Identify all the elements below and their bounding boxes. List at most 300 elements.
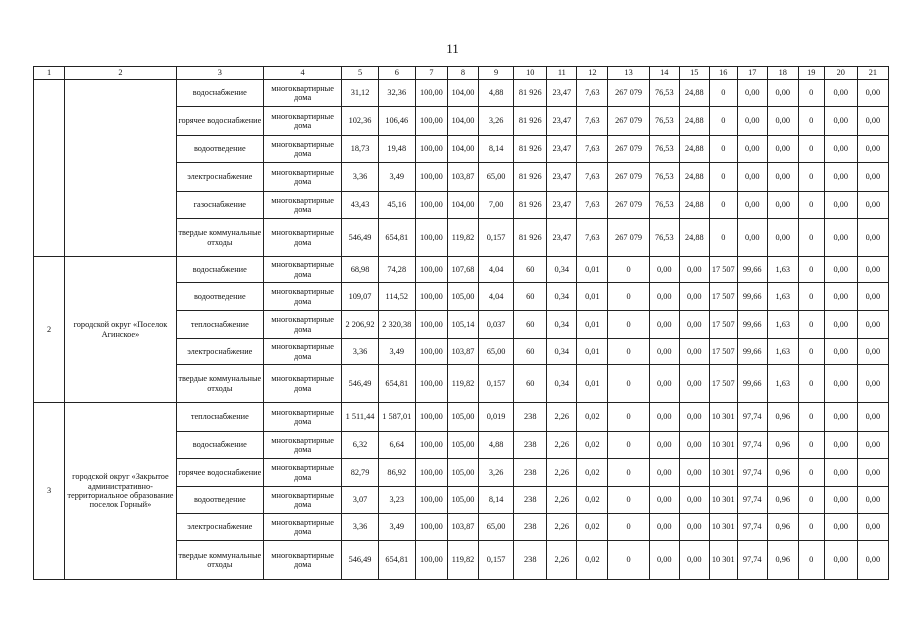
value-cell: 0,00 — [824, 80, 857, 107]
value-cell: 60 — [514, 257, 547, 283]
table-row — [34, 403, 889, 432]
housing-type: многоквартирные дома — [263, 403, 342, 432]
column-number-cell: 4 — [263, 67, 342, 80]
value-cell: 1,63 — [767, 365, 798, 403]
value-cell: 654,81 — [378, 365, 415, 403]
value-cell: 23,47 — [547, 219, 577, 257]
value-cell: 99,66 — [737, 311, 767, 339]
value-cell: 0,00 — [824, 487, 857, 514]
utility-service: водоснабжение — [176, 432, 263, 459]
value-cell: 0,00 — [679, 487, 709, 514]
value-cell: 0,019 — [479, 403, 514, 432]
value-cell: 0,00 — [824, 432, 857, 459]
value-cell: 546,49 — [342, 541, 378, 580]
value-cell: 105,00 — [447, 459, 478, 487]
value-cell: 238 — [514, 541, 547, 580]
utility-service: твердые коммунальные отходы — [176, 365, 263, 403]
value-cell: 60 — [514, 311, 547, 339]
value-cell: 0 — [608, 459, 649, 487]
value-cell: 0,00 — [824, 541, 857, 580]
column-number-cell: 11 — [547, 67, 577, 80]
value-cell: 0 — [798, 432, 824, 459]
value-cell: 103,87 — [447, 163, 478, 192]
value-cell: 0 — [608, 432, 649, 459]
value-cell: 0,00 — [649, 459, 679, 487]
value-cell: 4,04 — [479, 257, 514, 283]
value-cell: 7,63 — [577, 136, 608, 163]
value-cell: 105,00 — [447, 403, 478, 432]
value-cell: 105,00 — [447, 432, 478, 459]
value-cell: 0,00 — [767, 107, 798, 136]
value-cell: 0 — [798, 283, 824, 311]
value-cell: 104,00 — [447, 80, 478, 107]
column-number-cell: 21 — [857, 67, 888, 80]
value-cell: 1,63 — [767, 339, 798, 365]
value-cell: 0,00 — [649, 514, 679, 541]
value-cell: 17 507 — [709, 257, 737, 283]
value-cell: 100,00 — [415, 257, 447, 283]
value-cell: 23,47 — [547, 163, 577, 192]
value-cell: 0,00 — [824, 257, 857, 283]
utility-service: водоснабжение — [176, 80, 263, 107]
utility-service: теплоснабжение — [176, 311, 263, 339]
value-cell: 2 320,38 — [378, 311, 415, 339]
value-cell: 0,01 — [577, 257, 608, 283]
value-cell: 267 079 — [608, 219, 649, 257]
value-cell: 8,14 — [479, 136, 514, 163]
value-cell: 45,16 — [378, 192, 415, 219]
value-cell: 17 507 — [709, 311, 737, 339]
value-cell: 0,00 — [857, 107, 888, 136]
value-cell: 0,00 — [767, 136, 798, 163]
value-cell: 0,01 — [577, 365, 608, 403]
value-cell: 76,53 — [649, 163, 679, 192]
value-cell: 0,96 — [767, 432, 798, 459]
value-cell: 0 — [608, 541, 649, 580]
value-cell: 267 079 — [608, 107, 649, 136]
value-cell: 0,00 — [679, 541, 709, 580]
value-cell: 81 926 — [514, 219, 547, 257]
housing-type: многоквартирные дома — [263, 365, 342, 403]
value-cell: 0,00 — [857, 163, 888, 192]
utility-service: горячее водоснабжение — [176, 459, 263, 487]
value-cell: 100,00 — [415, 80, 447, 107]
value-cell: 0 — [798, 311, 824, 339]
value-cell: 3,23 — [378, 487, 415, 514]
value-cell: 238 — [514, 403, 547, 432]
housing-type: многоквартирные дома — [263, 541, 342, 580]
utility-service: водоснабжение — [176, 257, 263, 283]
value-cell: 0,00 — [857, 311, 888, 339]
value-cell: 104,00 — [447, 136, 478, 163]
value-cell: 1 587,01 — [378, 403, 415, 432]
value-cell: 100,00 — [415, 403, 447, 432]
housing-type: многоквартирные дома — [263, 432, 342, 459]
value-cell: 0,00 — [679, 514, 709, 541]
utility-service: теплоснабжение — [176, 403, 263, 432]
value-cell: 0,00 — [649, 432, 679, 459]
value-cell: 0,00 — [679, 365, 709, 403]
column-number-cell: 19 — [798, 67, 824, 80]
value-cell: 0,00 — [649, 403, 679, 432]
value-cell: 267 079 — [608, 163, 649, 192]
value-cell: 100,00 — [415, 541, 447, 580]
value-cell: 100,00 — [415, 311, 447, 339]
column-number-cell: 5 — [342, 67, 378, 80]
value-cell: 0,157 — [479, 219, 514, 257]
value-cell: 0,00 — [767, 219, 798, 257]
value-cell: 1,63 — [767, 283, 798, 311]
value-cell: 0,00 — [737, 192, 767, 219]
value-cell: 1 511,44 — [342, 403, 378, 432]
utility-service: газоснабжение — [176, 192, 263, 219]
value-cell: 0,96 — [767, 487, 798, 514]
value-cell: 24,88 — [679, 80, 709, 107]
housing-type: многоквартирные дома — [263, 459, 342, 487]
value-cell: 81 926 — [514, 136, 547, 163]
value-cell: 100,00 — [415, 163, 447, 192]
value-cell: 74,28 — [378, 257, 415, 283]
value-cell: 2,26 — [547, 487, 577, 514]
value-cell: 0,00 — [649, 311, 679, 339]
value-cell: 6,32 — [342, 432, 378, 459]
value-cell: 24,88 — [679, 163, 709, 192]
value-cell: 0,00 — [649, 257, 679, 283]
value-cell: 0,34 — [547, 311, 577, 339]
value-cell: 65,00 — [479, 514, 514, 541]
value-cell: 0 — [608, 311, 649, 339]
value-cell: 0,00 — [649, 283, 679, 311]
value-cell: 3,49 — [378, 163, 415, 192]
value-cell: 100,00 — [415, 339, 447, 365]
value-cell: 0,00 — [679, 339, 709, 365]
value-cell: 0,00 — [737, 163, 767, 192]
value-cell: 0,00 — [857, 487, 888, 514]
value-cell: 105,00 — [447, 283, 478, 311]
value-cell: 0,00 — [649, 541, 679, 580]
value-cell: 4,88 — [479, 80, 514, 107]
value-cell: 0,00 — [737, 107, 767, 136]
value-cell: 1,63 — [767, 257, 798, 283]
value-cell: 100,00 — [415, 107, 447, 136]
value-cell: 3,36 — [342, 163, 378, 192]
value-cell: 81 926 — [514, 192, 547, 219]
column-number-cell: 9 — [479, 67, 514, 80]
value-cell: 105,14 — [447, 311, 478, 339]
value-cell: 0 — [608, 487, 649, 514]
value-cell: 102,36 — [342, 107, 378, 136]
utility-service: электроснабжение — [176, 339, 263, 365]
value-cell: 100,00 — [415, 514, 447, 541]
tariff-table — [33, 66, 889, 580]
value-cell: 0,037 — [479, 311, 514, 339]
value-cell: 0,34 — [547, 339, 577, 365]
value-cell: 17 507 — [709, 365, 737, 403]
value-cell: 114,52 — [378, 283, 415, 311]
utility-service: электроснабжение — [176, 163, 263, 192]
value-cell: 7,63 — [577, 219, 608, 257]
value-cell: 76,53 — [649, 80, 679, 107]
value-cell: 24,88 — [679, 219, 709, 257]
value-cell: 76,53 — [649, 136, 679, 163]
value-cell: 23,47 — [547, 80, 577, 107]
value-cell: 0,00 — [679, 459, 709, 487]
value-cell: 76,53 — [649, 192, 679, 219]
value-cell: 81 926 — [514, 163, 547, 192]
value-cell: 10 301 — [709, 541, 737, 580]
value-cell: 43,43 — [342, 192, 378, 219]
value-cell: 104,00 — [447, 192, 478, 219]
column-number-cell: 3 — [176, 67, 263, 80]
value-cell: 103,87 — [447, 514, 478, 541]
value-cell: 105,00 — [447, 487, 478, 514]
value-cell: 104,00 — [447, 107, 478, 136]
value-cell: 0,157 — [479, 365, 514, 403]
value-cell: 7,63 — [577, 107, 608, 136]
value-cell: 99,66 — [737, 283, 767, 311]
value-cell: 0,00 — [649, 339, 679, 365]
value-cell: 0,00 — [649, 487, 679, 514]
value-cell: 0 — [798, 403, 824, 432]
value-cell: 97,74 — [737, 487, 767, 514]
value-cell: 10 301 — [709, 459, 737, 487]
value-cell: 31,12 — [342, 80, 378, 107]
value-cell: 0,00 — [737, 219, 767, 257]
value-cell: 0 — [608, 514, 649, 541]
value-cell: 0,00 — [649, 365, 679, 403]
column-number-cell: 8 — [447, 67, 478, 80]
municipality-name: городской округ «Поселок Агинское» — [65, 257, 177, 403]
row-group-number: 2 — [34, 257, 65, 403]
value-cell: 267 079 — [608, 136, 649, 163]
value-cell: 0,00 — [824, 192, 857, 219]
value-cell: 60 — [514, 283, 547, 311]
value-cell: 7,00 — [479, 192, 514, 219]
value-cell: 0,02 — [577, 514, 608, 541]
value-cell: 0,00 — [679, 311, 709, 339]
value-cell: 0,157 — [479, 541, 514, 580]
value-cell: 100,00 — [415, 192, 447, 219]
value-cell: 100,00 — [415, 219, 447, 257]
value-cell: 10 301 — [709, 432, 737, 459]
value-cell: 4,04 — [479, 283, 514, 311]
utility-service: твердые коммунальные отходы — [176, 219, 263, 257]
column-number-cell: 15 — [679, 67, 709, 80]
value-cell: 0,00 — [857, 514, 888, 541]
value-cell: 0,00 — [679, 403, 709, 432]
value-cell: 0,02 — [577, 487, 608, 514]
value-cell: 0 — [798, 136, 824, 163]
value-cell: 0,02 — [577, 432, 608, 459]
value-cell: 0 — [608, 339, 649, 365]
value-cell: 0 — [798, 365, 824, 403]
value-cell: 23,47 — [547, 107, 577, 136]
value-cell: 0 — [709, 80, 737, 107]
housing-type: многоквартирные дома — [263, 283, 342, 311]
column-number-cell: 10 — [514, 67, 547, 80]
column-number-cell: 18 — [767, 67, 798, 80]
value-cell: 0,01 — [577, 311, 608, 339]
value-cell: 0,34 — [547, 283, 577, 311]
value-cell: 3,49 — [378, 514, 415, 541]
value-cell: 32,36 — [378, 80, 415, 107]
value-cell: 6,64 — [378, 432, 415, 459]
value-cell: 100,00 — [415, 432, 447, 459]
value-cell: 19,48 — [378, 136, 415, 163]
value-cell: 7,63 — [577, 163, 608, 192]
value-cell: 100,00 — [415, 459, 447, 487]
value-cell: 654,81 — [378, 219, 415, 257]
value-cell: 60 — [514, 365, 547, 403]
value-cell: 107,68 — [447, 257, 478, 283]
column-number-cell: 13 — [608, 67, 649, 80]
value-cell: 100,00 — [415, 136, 447, 163]
value-cell: 3,26 — [479, 107, 514, 136]
housing-type: многоквартирные дома — [263, 339, 342, 365]
value-cell: 0,96 — [767, 514, 798, 541]
value-cell: 17 507 — [709, 339, 737, 365]
value-cell: 0,00 — [857, 432, 888, 459]
table-row — [34, 80, 889, 107]
column-number-row — [34, 67, 889, 80]
value-cell: 0,00 — [824, 514, 857, 541]
value-cell: 0 — [798, 192, 824, 219]
value-cell: 3,36 — [342, 339, 378, 365]
value-cell: 0,00 — [857, 541, 888, 580]
value-cell: 2,26 — [547, 541, 577, 580]
value-cell: 10 301 — [709, 514, 737, 541]
value-cell: 100,00 — [415, 283, 447, 311]
value-cell: 82,79 — [342, 459, 378, 487]
utility-service: водоотведение — [176, 136, 263, 163]
value-cell: 0,00 — [824, 365, 857, 403]
value-cell: 0,96 — [767, 403, 798, 432]
value-cell: 0,00 — [824, 339, 857, 365]
value-cell: 0,00 — [857, 403, 888, 432]
value-cell: 23,47 — [547, 192, 577, 219]
column-number-cell: 14 — [649, 67, 679, 80]
column-number-cell: 20 — [824, 67, 857, 80]
municipality-name: городской округ «Закрытое административно-территориальное образование поселок Горный» — [65, 403, 177, 580]
value-cell: 0 — [709, 219, 737, 257]
value-cell: 65,00 — [479, 163, 514, 192]
value-cell: 7,63 — [577, 80, 608, 107]
value-cell: 119,82 — [447, 541, 478, 580]
value-cell: 0 — [798, 459, 824, 487]
value-cell: 81 926 — [514, 107, 547, 136]
column-number-cell: 16 — [709, 67, 737, 80]
value-cell: 1,63 — [767, 311, 798, 339]
value-cell: 0,00 — [767, 192, 798, 219]
value-cell: 76,53 — [649, 219, 679, 257]
value-cell: 18,73 — [342, 136, 378, 163]
housing-type: многоквартирные дома — [263, 514, 342, 541]
value-cell: 238 — [514, 459, 547, 487]
utility-service: твердые коммунальные отходы — [176, 541, 263, 580]
value-cell: 99,66 — [737, 257, 767, 283]
value-cell: 0,00 — [767, 80, 798, 107]
housing-type: многоквартирные дома — [263, 80, 342, 107]
value-cell: 0 — [608, 365, 649, 403]
value-cell: 97,74 — [737, 432, 767, 459]
column-number-cell: 12 — [577, 67, 608, 80]
value-cell: 0,00 — [824, 283, 857, 311]
value-cell: 0 — [608, 257, 649, 283]
municipality-name — [65, 80, 177, 257]
value-cell: 0 — [798, 80, 824, 107]
value-cell: 0 — [709, 107, 737, 136]
value-cell: 2,26 — [547, 403, 577, 432]
value-cell: 0 — [608, 403, 649, 432]
column-number-cell: 7 — [415, 67, 447, 80]
value-cell: 0,02 — [577, 541, 608, 580]
value-cell: 0,00 — [857, 219, 888, 257]
value-cell: 24,88 — [679, 107, 709, 136]
value-cell: 86,92 — [378, 459, 415, 487]
value-cell: 0,00 — [857, 136, 888, 163]
value-cell: 0,00 — [767, 163, 798, 192]
value-cell: 0 — [709, 192, 737, 219]
table-body — [34, 67, 889, 580]
housing-type: многоквартирные дома — [263, 136, 342, 163]
value-cell: 0 — [798, 219, 824, 257]
value-cell: 106,46 — [378, 107, 415, 136]
value-cell: 97,74 — [737, 514, 767, 541]
value-cell: 17 507 — [709, 283, 737, 311]
value-cell: 238 — [514, 432, 547, 459]
value-cell: 546,49 — [342, 365, 378, 403]
value-cell: 10 301 — [709, 403, 737, 432]
value-cell: 76,53 — [649, 107, 679, 136]
value-cell: 0,01 — [577, 339, 608, 365]
value-cell: 0,00 — [824, 311, 857, 339]
value-cell: 0,00 — [679, 283, 709, 311]
utility-service: водоотведение — [176, 283, 263, 311]
value-cell: 2,26 — [547, 432, 577, 459]
value-cell: 0,96 — [767, 541, 798, 580]
value-cell: 97,74 — [737, 403, 767, 432]
housing-type: многоквартирные дома — [263, 219, 342, 257]
housing-type: многоквартирные дома — [263, 192, 342, 219]
value-cell: 100,00 — [415, 487, 447, 514]
value-cell: 0,02 — [577, 403, 608, 432]
column-number-cell: 1 — [34, 67, 65, 80]
value-cell: 103,87 — [447, 339, 478, 365]
value-cell: 0,00 — [824, 403, 857, 432]
value-cell: 0,00 — [857, 339, 888, 365]
value-cell: 4,88 — [479, 432, 514, 459]
value-cell: 0 — [798, 339, 824, 365]
value-cell: 0 — [709, 163, 737, 192]
value-cell: 0,01 — [577, 283, 608, 311]
value-cell: 99,66 — [737, 365, 767, 403]
value-cell: 97,74 — [737, 541, 767, 580]
value-cell: 0,00 — [857, 257, 888, 283]
value-cell: 68,98 — [342, 257, 378, 283]
value-cell: 10 301 — [709, 487, 737, 514]
value-cell: 0 — [798, 541, 824, 580]
housing-type: многоквартирные дома — [263, 311, 342, 339]
value-cell: 0 — [798, 163, 824, 192]
value-cell: 267 079 — [608, 192, 649, 219]
value-cell: 65,00 — [479, 339, 514, 365]
value-cell: 81 926 — [514, 80, 547, 107]
column-number-cell: 2 — [65, 67, 177, 80]
value-cell: 0 — [709, 136, 737, 163]
utility-service: водоотведение — [176, 487, 263, 514]
utility-service: электроснабжение — [176, 514, 263, 541]
value-cell: 0,00 — [857, 459, 888, 487]
